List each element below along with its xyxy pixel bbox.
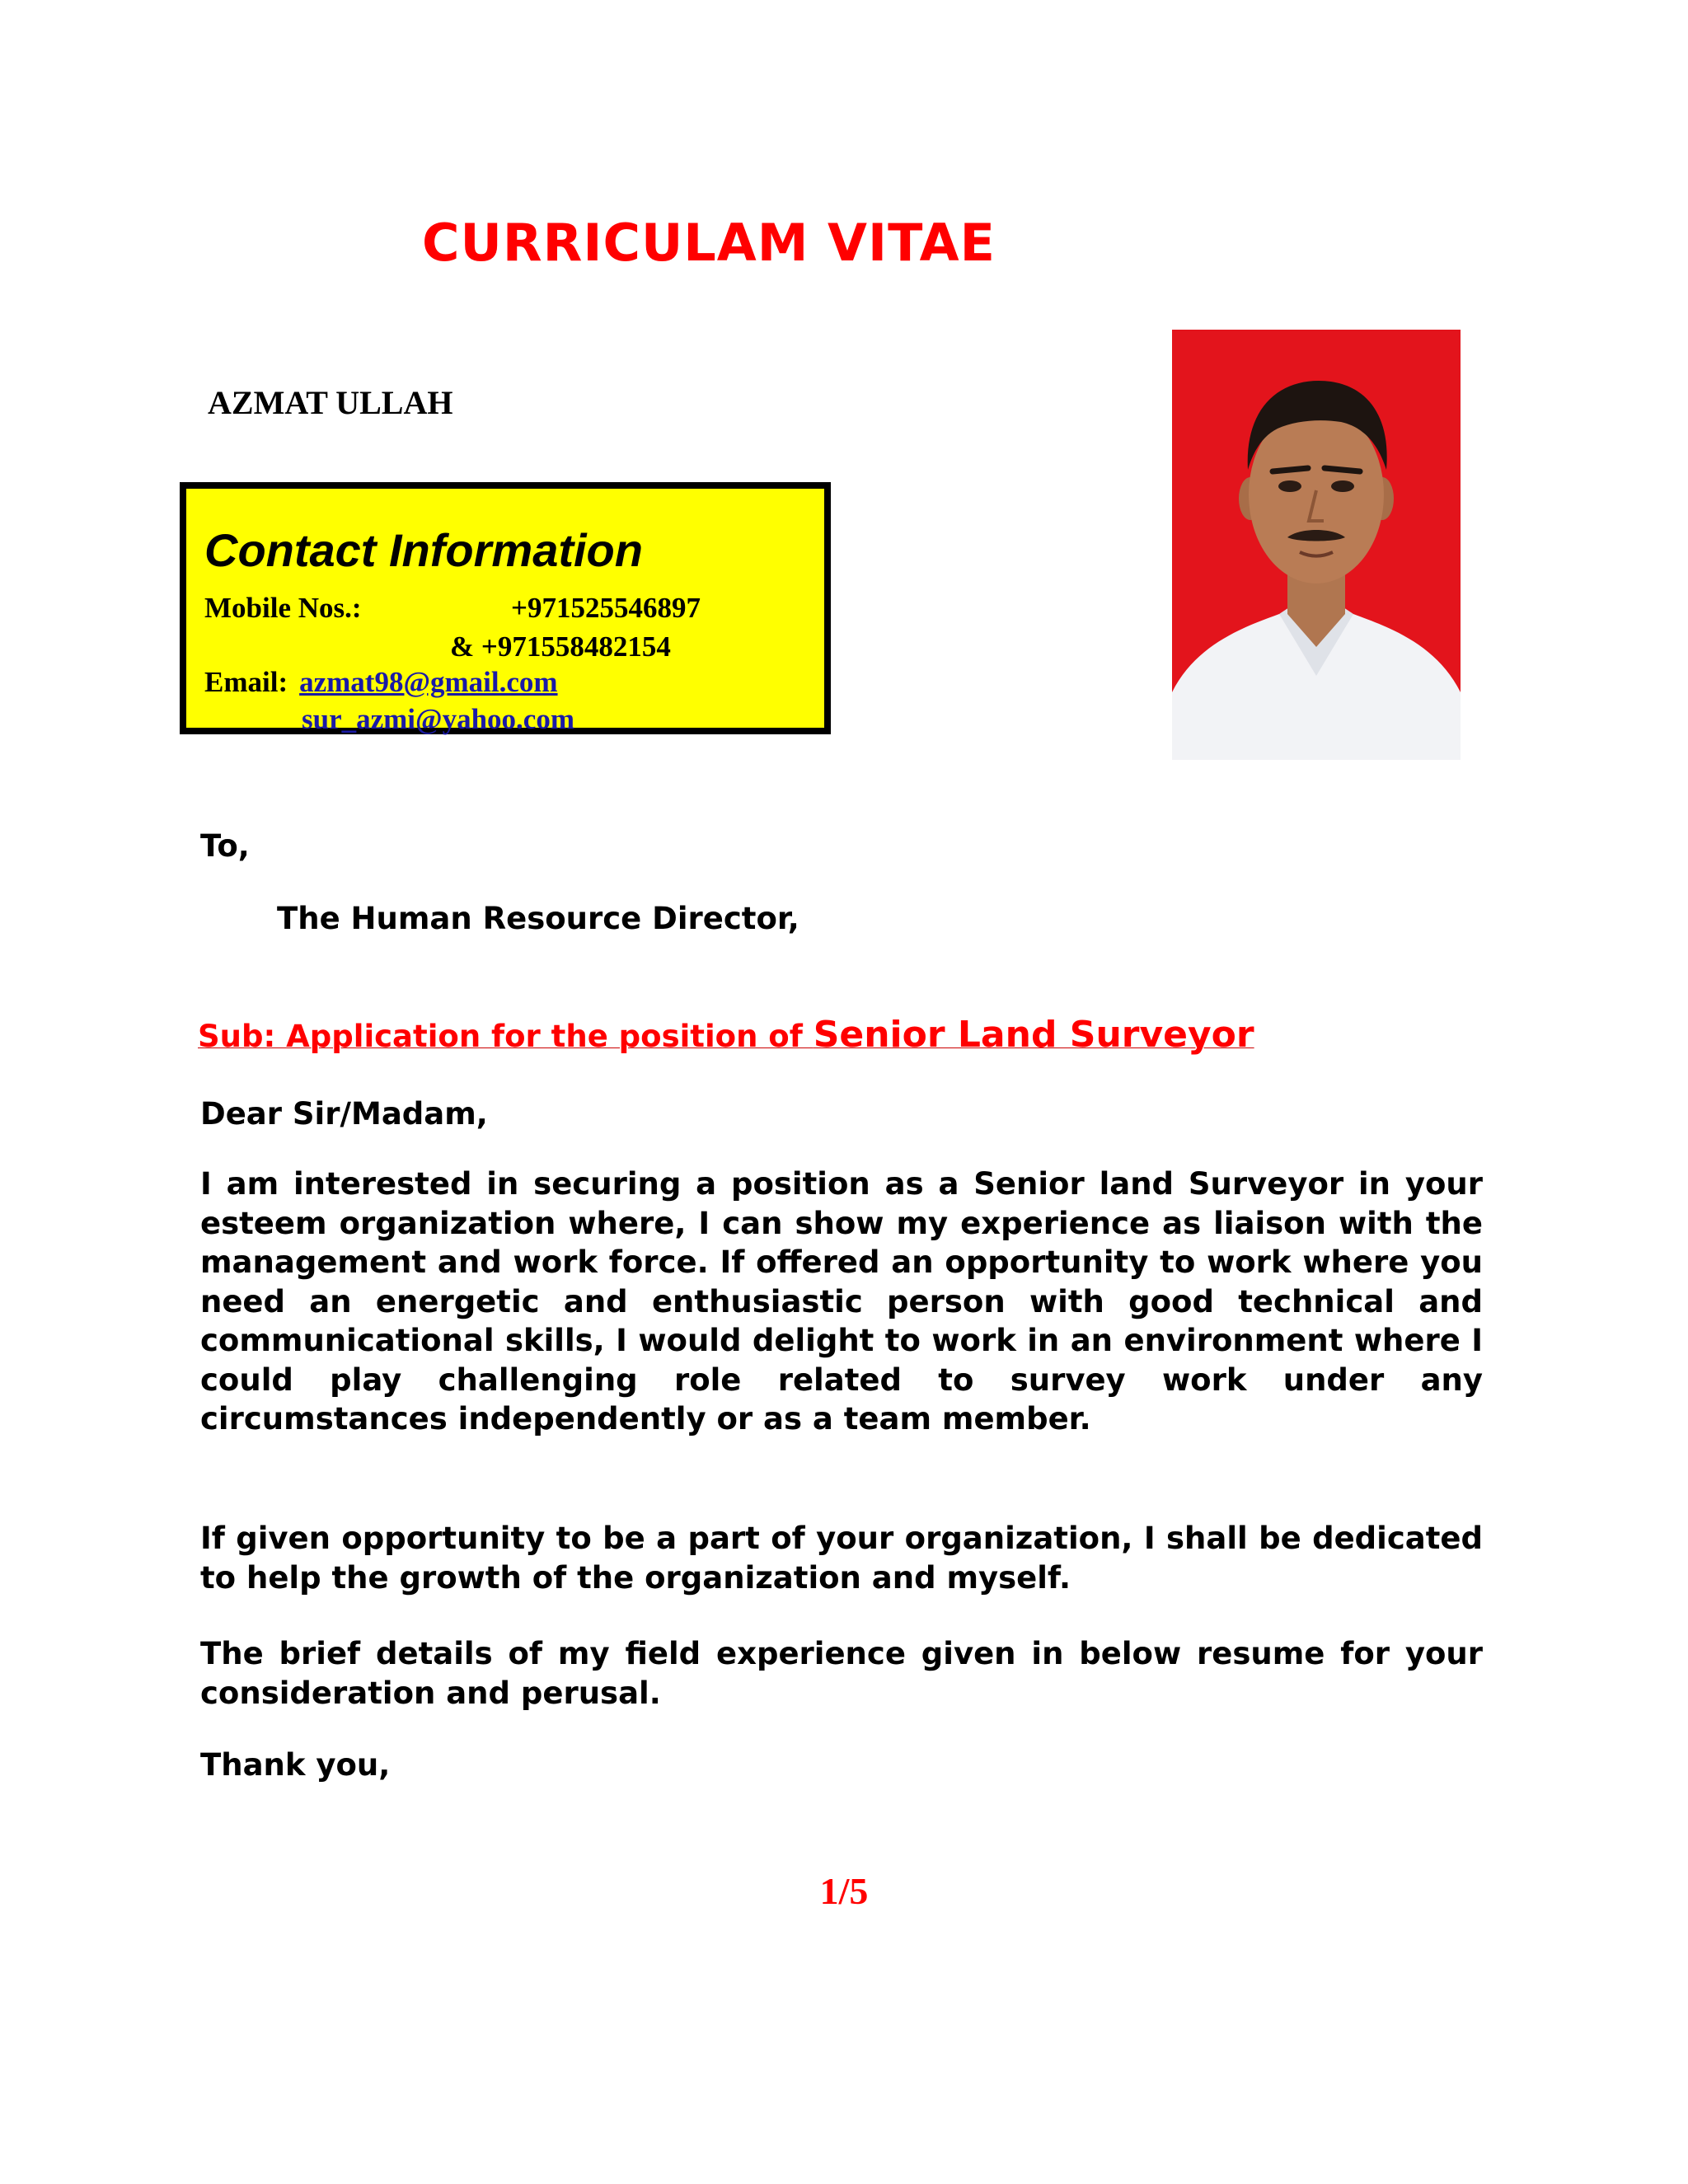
subject-line [198, 1014, 1254, 1056]
paragraph-1: I am interested in securing a position as a Senior land Surveyor in your esteem organization where, I can show my experience as liaison with the management and work force. If offered an opportunity to work where you need an energetic and enthusiastic person with good technical and communicational skills, I would delight to work in an environment where I could play challenging role related to survey work under any circumstances independently or as a team member. [200, 1166, 1483, 1436]
mobile-number-2: & +971558482154 [450, 630, 671, 663]
contact-info-box [180, 482, 831, 734]
page-title: CURRICULAM VITAE [422, 213, 996, 273]
mobile-number-1: +971525546897 [511, 592, 701, 624]
person-photo-icon [1172, 330, 1461, 760]
email-link-2[interactable]: sur_azmi@yahoo.com [302, 703, 574, 735]
paragraph-2: If given opportunity to be a part of your organization, I shall be dedicated to help the growth of the organization and myself. [200, 1521, 1483, 1596]
subject-position: Senior Land Surveyor [813, 1014, 1254, 1056]
contact-heading: Contact Information [204, 524, 643, 576]
letter-to: To, [200, 828, 250, 864]
candidate-name: AZMAT ULLAH [208, 384, 453, 421]
email-row-2 [302, 703, 574, 736]
mobile-label: Mobile Nos.: [204, 592, 362, 624]
mobile-row-2 [450, 630, 671, 663]
page-number: 1/5 [819, 1870, 869, 1912]
subject-prefix: Sub: Application for the position of [198, 1019, 814, 1054]
mobile-row [204, 592, 701, 625]
email-row [204, 666, 558, 699]
closing: Thank you, [200, 1747, 391, 1783]
paragraph-3: The brief details of my field experience given in below resume for your consideration and perusal. [200, 1636, 1483, 1711]
letter-recipient: The Human Resource Director, [277, 901, 799, 936]
email-label: Email: [204, 666, 288, 698]
email-link-1[interactable]: azmat98@gmail.com [299, 666, 558, 698]
salutation: Dear Sir/Madam, [200, 1096, 488, 1132]
